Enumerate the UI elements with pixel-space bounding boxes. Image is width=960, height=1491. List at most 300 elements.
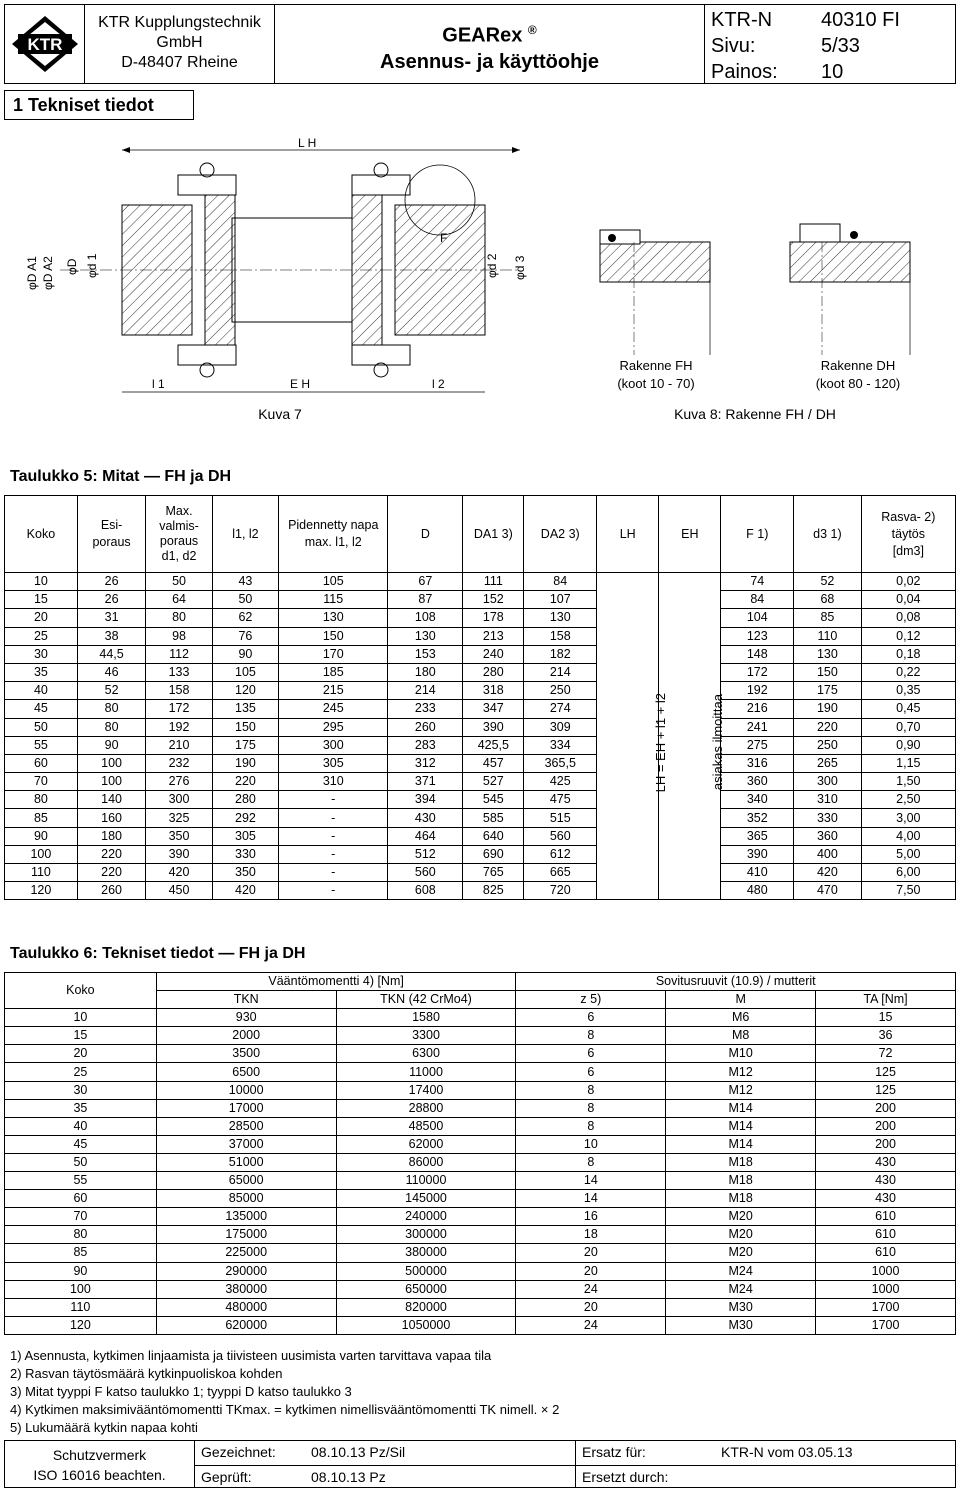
table-cell: M24 [666,1262,816,1280]
table-row [5,645,956,663]
table-cell: 640 [463,827,524,845]
table-cell: 76 [212,627,278,645]
table-cell: 280 [463,663,524,681]
table-cell: 400 [794,845,861,863]
table-cell: 80 [146,609,212,627]
table-cell: 87 [388,591,463,609]
table-cell: 80 [5,1226,157,1244]
table-cell: M18 [666,1172,816,1190]
table-cell: M24 [666,1280,816,1298]
table-cell: 25 [5,627,78,645]
table6-technical [4,972,956,1335]
table-cell: 6 [516,1045,666,1063]
coupling-drawing [0,130,960,430]
table-cell: 300 [279,736,388,754]
table-cell: 225000 [156,1244,336,1262]
table-cell: 350 [212,864,278,882]
table-cell: 28500 [156,1117,336,1135]
table-cell: 305 [279,754,388,772]
table-cell: 300 [794,773,861,791]
table-cell: 500000 [336,1262,516,1280]
table-cell: 85 [5,809,78,827]
table-cell: 35 [5,663,78,681]
header-z: z 5) [516,991,666,1009]
table-cell: - [279,864,388,882]
table-cell: M14 [666,1099,816,1117]
table-cell: 68 [794,591,861,609]
table-cell: 85 [5,1244,157,1262]
table-cell: 0,22 [861,663,955,681]
meta-value: 5/33 [821,35,860,57]
table-cell: 527 [463,773,524,791]
table-cell: 17000 [156,1099,336,1117]
table-cell: 620000 [156,1316,336,1334]
footnote-2: 2) Rasvan täytösmäärä kytkinpuoliskoa kohden [10,1366,283,1381]
table-cell: 360 [721,773,794,791]
table-cell: 140 [77,791,146,809]
table-cell: 610 [816,1244,956,1262]
table-cell: 10 [5,573,78,591]
table-cell: 5,00 [861,845,955,863]
header-ta: TA [Nm] [816,991,956,1009]
table-cell: 11000 [336,1063,516,1081]
table-cell: 240000 [336,1208,516,1226]
table-cell: 825 [463,882,524,900]
table-cell: 216 [721,700,794,718]
table-cell: 120 [5,1316,157,1334]
table-cell: 25 [5,1063,157,1081]
table-cell: 108 [388,609,463,627]
table-cell: 457 [463,754,524,772]
table-cell: 112 [146,645,212,663]
header-esiporaus: Esi- poraus [77,496,146,573]
rakenne-fh-label: Rakenne FH [619,358,693,373]
table-cell: 210 [146,736,212,754]
table-cell: 214 [388,682,463,700]
table-cell: M20 [666,1226,816,1244]
table-cell: 15 [5,591,78,609]
iso-note: ISO 16016 beachten. [33,1467,166,1483]
table-cell: 130 [279,609,388,627]
table-cell: M10 [666,1045,816,1063]
table-cell: 45 [5,700,78,718]
replaced-by-label: Ersetzt durch: [575,1465,715,1488]
table-cell: 110 [794,627,861,645]
header-koko: Koko [5,496,78,573]
table-row [5,864,956,882]
table-cell: 51000 [156,1153,336,1171]
table-cell: 84 [721,591,794,609]
table-row [5,1244,956,1262]
table-row [5,1172,956,1190]
document-title [275,5,705,83]
dim-l2: l 2 [432,377,445,391]
table-cell: 135 [212,700,278,718]
table-row [5,1298,956,1316]
table-cell: 220 [794,718,861,736]
table-cell: 20 [5,1045,157,1063]
header-da1: DA1 3) [463,496,524,573]
table-row [5,700,956,718]
table-cell: 340 [721,791,794,809]
table-cell: 305 [212,827,278,845]
table-cell: 560 [524,827,597,845]
table-row [5,754,956,772]
table-cell: 110 [5,1298,157,1316]
table-cell: 690 [463,845,524,863]
table-cell: 192 [721,682,794,700]
table-cell: 1700 [816,1316,956,1334]
table-cell: 120 [5,882,78,900]
table-cell: 85000 [156,1190,336,1208]
header-eh: EH [659,496,721,573]
table-cell: 0,70 [861,718,955,736]
table-cell: 300 [146,791,212,809]
table-cell: 665 [524,864,597,882]
table-cell: 420 [212,882,278,900]
table-cell: 365,5 [524,754,597,772]
table-row [5,736,956,754]
table-cell: 241 [721,718,794,736]
table-row [5,663,956,681]
table-cell: 50 [212,591,278,609]
dim-lh: L H [298,136,317,150]
eh-note: asiakas ilmoittaa [709,694,725,791]
table-cell: 50 [5,718,78,736]
table-cell: 30 [5,645,78,663]
table-cell: 192 [146,718,212,736]
table-cell: 50 [146,573,212,591]
product-name: GEARex [442,24,523,47]
table-cell: 365 [721,827,794,845]
table-cell: 276 [146,773,212,791]
table-cell: 15 [5,1027,157,1045]
table-cell: 295 [279,718,388,736]
table-row [5,1208,956,1226]
table-cell: 265 [794,754,861,772]
table-cell: 6300 [336,1045,516,1063]
table-cell: 316 [721,754,794,772]
table-cell: 292 [212,809,278,827]
table-cell: 330 [212,845,278,863]
table-cell: 275 [721,736,794,754]
document-header [4,4,956,84]
table-cell: 98 [146,627,212,645]
table-cell: - [279,791,388,809]
table-cell: 158 [524,627,597,645]
table-cell: 62 [212,609,278,627]
table-cell: 70 [5,773,78,791]
table-cell: 180 [77,827,146,845]
table-cell: - [279,882,388,900]
table-cell: 232 [146,754,212,772]
table-cell: 123 [721,627,794,645]
table-row [5,1063,956,1081]
table-cell: 612 [524,845,597,863]
footnotes [10,1347,559,1437]
table-cell: 80 [5,791,78,809]
table-cell: 8 [516,1099,666,1117]
meta-row [711,7,955,33]
table-row [5,827,956,845]
table-cell: 371 [388,773,463,791]
table-cell: 8 [516,1153,666,1171]
table-cell: 10 [516,1135,666,1153]
dim-d: φD [65,258,79,275]
table-cell: 24 [516,1280,666,1298]
table-cell: 84 [524,573,597,591]
header-tkn-42crmo4: TKN (42 CrMo4) [336,991,516,1009]
table-cell: 6,00 [861,864,955,882]
table-cell: 90 [5,1262,157,1280]
table-cell: 74 [721,573,794,591]
dim-eh: E H [290,377,311,391]
table-cell: 110000 [336,1172,516,1190]
header-m: M [666,991,816,1009]
section-title: 1 Tekniset tiedot [4,90,194,120]
table-row [5,773,956,791]
table-cell: 150 [279,627,388,645]
table-cell: 250 [524,682,597,700]
header-vaantomomentti: Vääntömomentti 4) [Nm] [156,973,516,991]
meta-key: Painos: [711,61,778,83]
table-cell: 1,15 [861,754,955,772]
table-cell: 347 [463,700,524,718]
replaces-label: Ersatz für: [575,1441,715,1465]
table-cell: 40 [5,1117,157,1135]
table-row [5,1009,956,1027]
table-cell: 334 [524,736,597,754]
meta-key: KTR-N [711,9,773,31]
dim-da1: φD A1 [25,256,39,290]
table-cell: 0,90 [861,736,955,754]
table-cell: 152 [463,591,524,609]
table-cell: 185 [279,663,388,681]
table-cell: 125 [816,1081,956,1099]
table-row [5,1027,956,1045]
table-row [5,1081,956,1099]
table-cell: 62000 [336,1135,516,1153]
table-cell: 90 [77,736,146,754]
meta-value: 10 [821,61,844,83]
table-cell: 260 [388,718,463,736]
meta-row [711,59,955,85]
table-cell: M12 [666,1063,816,1081]
header-da2: DA2 3) [524,496,597,573]
table-cell: 172 [721,663,794,681]
footnote-4: 4) Kytkimen maksimivääntömomentti TKmax. = kytkimen nimellisvääntömomentti TK nimell. × 2 [10,1402,560,1417]
table-cell: 160 [77,809,146,827]
table-row [5,809,956,827]
table-cell: 86000 [336,1153,516,1171]
table-cell: 26 [77,591,146,609]
table-cell: 430 [388,809,463,827]
table-cell: 111 [463,573,524,591]
dim-da2: φD A2 [41,256,55,290]
table-cell: 220 [77,845,146,863]
table-cell: 180 [388,663,463,681]
table-cell: 178 [463,609,524,627]
table-cell: 8 [516,1027,666,1045]
table-cell: 24 [516,1316,666,1334]
table-cell: 545 [463,791,524,809]
company-name: KTR Kupplungstechnik [98,14,261,31]
table-cell: 480 [721,882,794,900]
logo-text: KTR [27,35,62,54]
table-cell: 765 [463,864,524,882]
table-cell: 2000 [156,1027,336,1045]
table-cell: 1580 [336,1009,516,1027]
table-cell: 0,08 [861,609,955,627]
table-cell: 410 [721,864,794,882]
table-cell: 125 [816,1063,956,1081]
table-cell: 215 [279,682,388,700]
table-cell: 280 [212,791,278,809]
table-cell: 170 [279,645,388,663]
table-cell: M14 [666,1135,816,1153]
table-cell: 260 [77,882,146,900]
table-row [5,845,956,863]
table-cell: 352 [721,809,794,827]
table-row [5,627,956,645]
table-cell: 44,5 [77,645,146,663]
table-cell: 3500 [156,1045,336,1063]
header-pidennetty: Pidennetty napa max. l1, l2 [279,496,388,573]
document-meta [705,5,955,83]
table-cell: 350 [146,827,212,845]
table-cell: 3300 [336,1027,516,1045]
table-cell: 430 [816,1190,956,1208]
table-cell: 36 [816,1027,956,1045]
table-cell: M6 [666,1009,816,1027]
replaces-value: KTR-N vom 03.05.13 [721,1444,853,1460]
table-cell: M14 [666,1117,816,1135]
meta-value: 40310 FI [821,9,900,31]
table-cell: 515 [524,809,597,827]
table-cell: 283 [388,736,463,754]
table6-title: Taulukko 6: Tekniset tiedot — FH ja DH [10,945,306,962]
table-cell: 318 [463,682,524,700]
footnote-5: 5) Lukumäärä kytkin napaa kohti [10,1420,198,1435]
table-cell: 100 [5,1280,157,1298]
table-cell: 1000 [816,1280,956,1298]
table-row [5,1316,956,1334]
meta-row [711,33,955,59]
table-cell: 430 [816,1153,956,1171]
table-cell: 17400 [336,1081,516,1099]
rakenne-fh-sizes: (koot 10 - 70) [617,376,695,391]
table-cell: 190 [212,754,278,772]
figure-caption-7: Kuva 7 [258,406,302,422]
table-row [5,1226,956,1244]
table-cell: 35 [5,1099,157,1117]
table-cell: 85 [794,609,861,627]
table-cell: 425,5 [463,736,524,754]
table-cell: 274 [524,700,597,718]
meta-key: Sivu: [711,35,756,57]
table-cell: 110 [5,864,78,882]
table-cell: 38 [77,627,146,645]
table-cell: 390 [721,845,794,863]
table-cell: 10 [5,1009,157,1027]
table-cell: 512 [388,845,463,863]
table-cell: 360 [794,827,861,845]
table-cell: 1050000 [336,1316,516,1334]
table-cell: 608 [388,882,463,900]
table-cell: 420 [146,864,212,882]
table-cell: 100 [5,845,78,863]
table-cell: 20 [516,1262,666,1280]
table-cell: 390 [463,718,524,736]
table-cell: M12 [666,1081,816,1099]
table-cell: 610 [816,1226,956,1244]
table-row [5,1099,956,1117]
table-cell: 240 [463,645,524,663]
table-cell: 0,12 [861,627,955,645]
table-cell: 200 [816,1099,956,1117]
table-cell: 250 [794,736,861,754]
rakenne-dh-label: Rakenne DH [820,358,896,373]
company-address: D-48407 Rheine [121,54,238,71]
document-subtitle: Asennus- ja käyttöohje [380,50,599,73]
table-cell: 52 [77,682,146,700]
table-cell: 15 [816,1009,956,1027]
table-cell: 67 [388,573,463,591]
table-row [5,1117,956,1135]
table-row [5,882,956,900]
table-cell: 394 [388,791,463,809]
table5-dimensions [4,495,956,900]
table-cell: 60 [5,754,78,772]
figure-caption-8: Kuva 8: Rakenne FH / DH [674,406,836,422]
table-cell: 450 [146,882,212,900]
table-row [5,791,956,809]
schutzvermerk: Schutzvermerk [52,1447,147,1463]
table-cell: 150 [794,663,861,681]
table-cell: 470 [794,882,861,900]
table-cell: 10000 [156,1081,336,1099]
table-cell: 310 [794,791,861,809]
table-row [5,573,956,591]
table-cell: 70 [5,1208,157,1226]
table-cell: 175 [794,682,861,700]
table-cell: 45 [5,1135,157,1153]
table-cell: 220 [77,864,146,882]
table-cell: 4,00 [861,827,955,845]
table-cell: M30 [666,1298,816,1316]
table-cell: 100 [77,773,146,791]
table-cell: 300000 [336,1226,516,1244]
dim-f: F [440,231,448,245]
eh-note-cell [698,590,736,895]
table-cell: 90 [5,827,78,845]
footnote-3: 3) Mitat tyyppi F katso taulukko 1; tyyppi D katso taulukko 3 [10,1384,352,1399]
table-cell: 150 [212,718,278,736]
table-cell: 158 [146,682,212,700]
table-cell: 213 [463,627,524,645]
table-cell: 65000 [156,1172,336,1190]
table-cell: 0,02 [861,573,955,591]
table-cell: 14 [516,1172,666,1190]
header-lh: LH [597,496,659,573]
table-cell: 64 [146,591,212,609]
table-cell: 6 [516,1009,666,1027]
table-cell: 312 [388,754,463,772]
table-row [5,1045,956,1063]
table-cell: 80 [77,700,146,718]
table-cell: 175 [212,736,278,754]
table-cell: 104 [721,609,794,627]
